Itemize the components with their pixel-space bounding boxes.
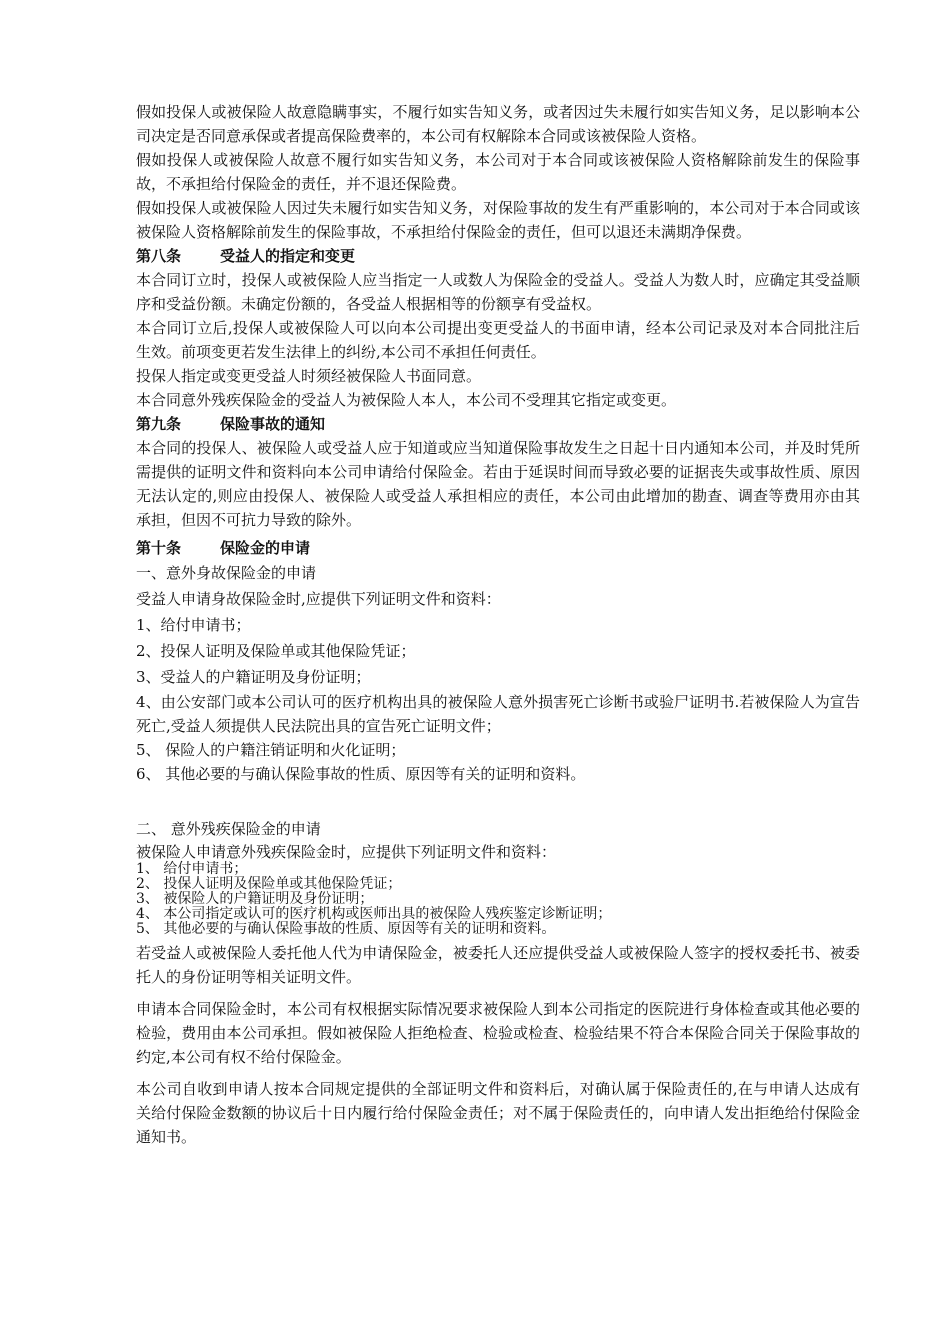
list-item: 3、 被保险人的户籍证明及身份证明；: [136, 891, 374, 907]
article-number: 第十条: [136, 539, 182, 557]
list-item: 4、由公安部门或本公司认可的医疗机构出具的被保险人意外损害死亡诊断书或验尸证明书.若被保险人为宣告死亡,受益人须提供人民法院出具的宣告死亡证明文件；: [136, 693, 860, 735]
article-title: 受益人的指定和变更: [220, 247, 356, 265]
document-page: [136, 100, 860, 1149]
paragraph: 本合同订立时，投保人或被保险人应当指定一人或数人为保险金的受益人。受益人为数人时，应确定其受益顺序和受益份额。未确定份额的，各受益人根据相等的份额享有受益权。: [136, 271, 860, 313]
paragraph: 假如投保人或被保险人故意隐瞒事实，不履行如实告知义务，或者因过失未履行如实告知义务，足以影响本公司决定是否同意承保或者提高保险费率的，本公司有权解除本合同或该被保险人资格。: [136, 103, 860, 145]
paragraph: 本公司自收到申请人按本合同规定提供的全部证明文件和资料后，对确认属于保险责任的,在与申请人达成有关给付保险金数额的协议后十日内履行给付保险金责任；对不属于保险责任的，向申请人发出拒绝给付保险金通知书。: [136, 1080, 860, 1146]
paragraph: 假如投保人或被保险人因过失未履行如实告知义务，对保险事故的发生有严重影响的，本公司对于本合同或该被保险人资格解除前发生的保险事故，不承担给付保险金的责任，但可以退还未满期净保费。: [136, 199, 860, 241]
paragraph: 假如投保人或被保险人故意不履行如实告知义务，本公司对于本合同或该被保险人资格解除前发生的保险事故，不承担给付保险金的责任，并不退还保险费。: [136, 151, 860, 193]
list-item: 1、 给付申请书；: [136, 861, 248, 877]
paragraph: 投保人指定或变更受益人时须经被保险人书面同意。: [136, 367, 482, 385]
article-10-heading: [136, 536, 860, 560]
article-title: 保险金的申请: [220, 539, 311, 557]
article-9-heading: [136, 412, 860, 436]
article-number: 第八条: [136, 247, 182, 265]
spacer: [136, 786, 860, 816]
article-8-heading: [136, 244, 860, 268]
section-2-title: 二、 意外残疾保险金的申请: [136, 820, 321, 838]
paragraph: 申请本合同保险金时，本公司有权根据实际情况要求被保险人到本公司指定的医院进行身体检查或其他必要的检验，费用由本公司承担。假如被保险人拒绝检查、检验或检查、检验结果不符合本保险合同关于保险事故的约定,本公司有权不给付保险金。: [136, 1000, 860, 1066]
list-item: 4、 本公司指定或认可的医疗机构或医师出具的被保险人残疾鉴定诊断证明；: [136, 906, 612, 922]
list-item: 2、 投保人证明及保险单或其他保险凭证；: [136, 876, 402, 892]
list-item: 5、 保险人的户籍注销证明和火化证明；: [136, 741, 406, 759]
paragraph: 本合同意外残疾保险金的受益人为被保险人本人，本公司不受理其它指定或变更。: [136, 391, 677, 409]
section-2-intro: 被保险人申请意外残疾保险金时，应提供下列证明文件和资料：: [136, 843, 557, 861]
section-1-intro: 受益人申请身故保险金时,应提供下列证明文件和资料：: [136, 590, 501, 608]
paragraph: 本合同订立后,投保人或被保险人可以向本公司提出变更受益人的书面申请，经本公司记录及对本合同批注后生效。前项变更若发生法律上的纠纷,本公司不承担任何责任。: [136, 319, 860, 361]
paragraph: 若受益人或被保险人委托他人代为申请保险金，被委托人还应提供受益人或被保险人签字的授权委托书、被委托人的身份证明等相关证明文件。: [136, 944, 860, 986]
article-number: 第九条: [136, 415, 182, 433]
list-item: 2、投保人证明及保险单或其他保险凭证；: [136, 642, 416, 660]
list-item: 3、受益人的户籍证明及身份证明；: [136, 668, 371, 686]
list-item: 5、 其他必要的与确认保险事故的性质、原因等有关的证明和资料。: [136, 921, 556, 937]
list-item: 6、 其他必要的与确认保险事故的性质、原因等有关的证明和资料。: [136, 765, 586, 783]
list-item: 1、给付申请书；: [136, 616, 251, 634]
article-title: 保险事故的通知: [220, 415, 326, 433]
section-1-title: 一、意外身故保险金的申请: [136, 564, 317, 582]
paragraph: 本合同的投保人、被保险人或受益人应于知道或应当知道保险事故发生之日起十日内通知本公司，并及时凭所需提供的证明文件和资料向本公司申请给付保险金。若由于延误时间而导致必要的证据丧失或事故性质、原因无法认定的,则应由投保人、被保险人或受益人承担相应的责任，本公司由此增加的勘查、调查等费用亦由其承担，但因不可抗力导致的除外。: [136, 439, 860, 529]
